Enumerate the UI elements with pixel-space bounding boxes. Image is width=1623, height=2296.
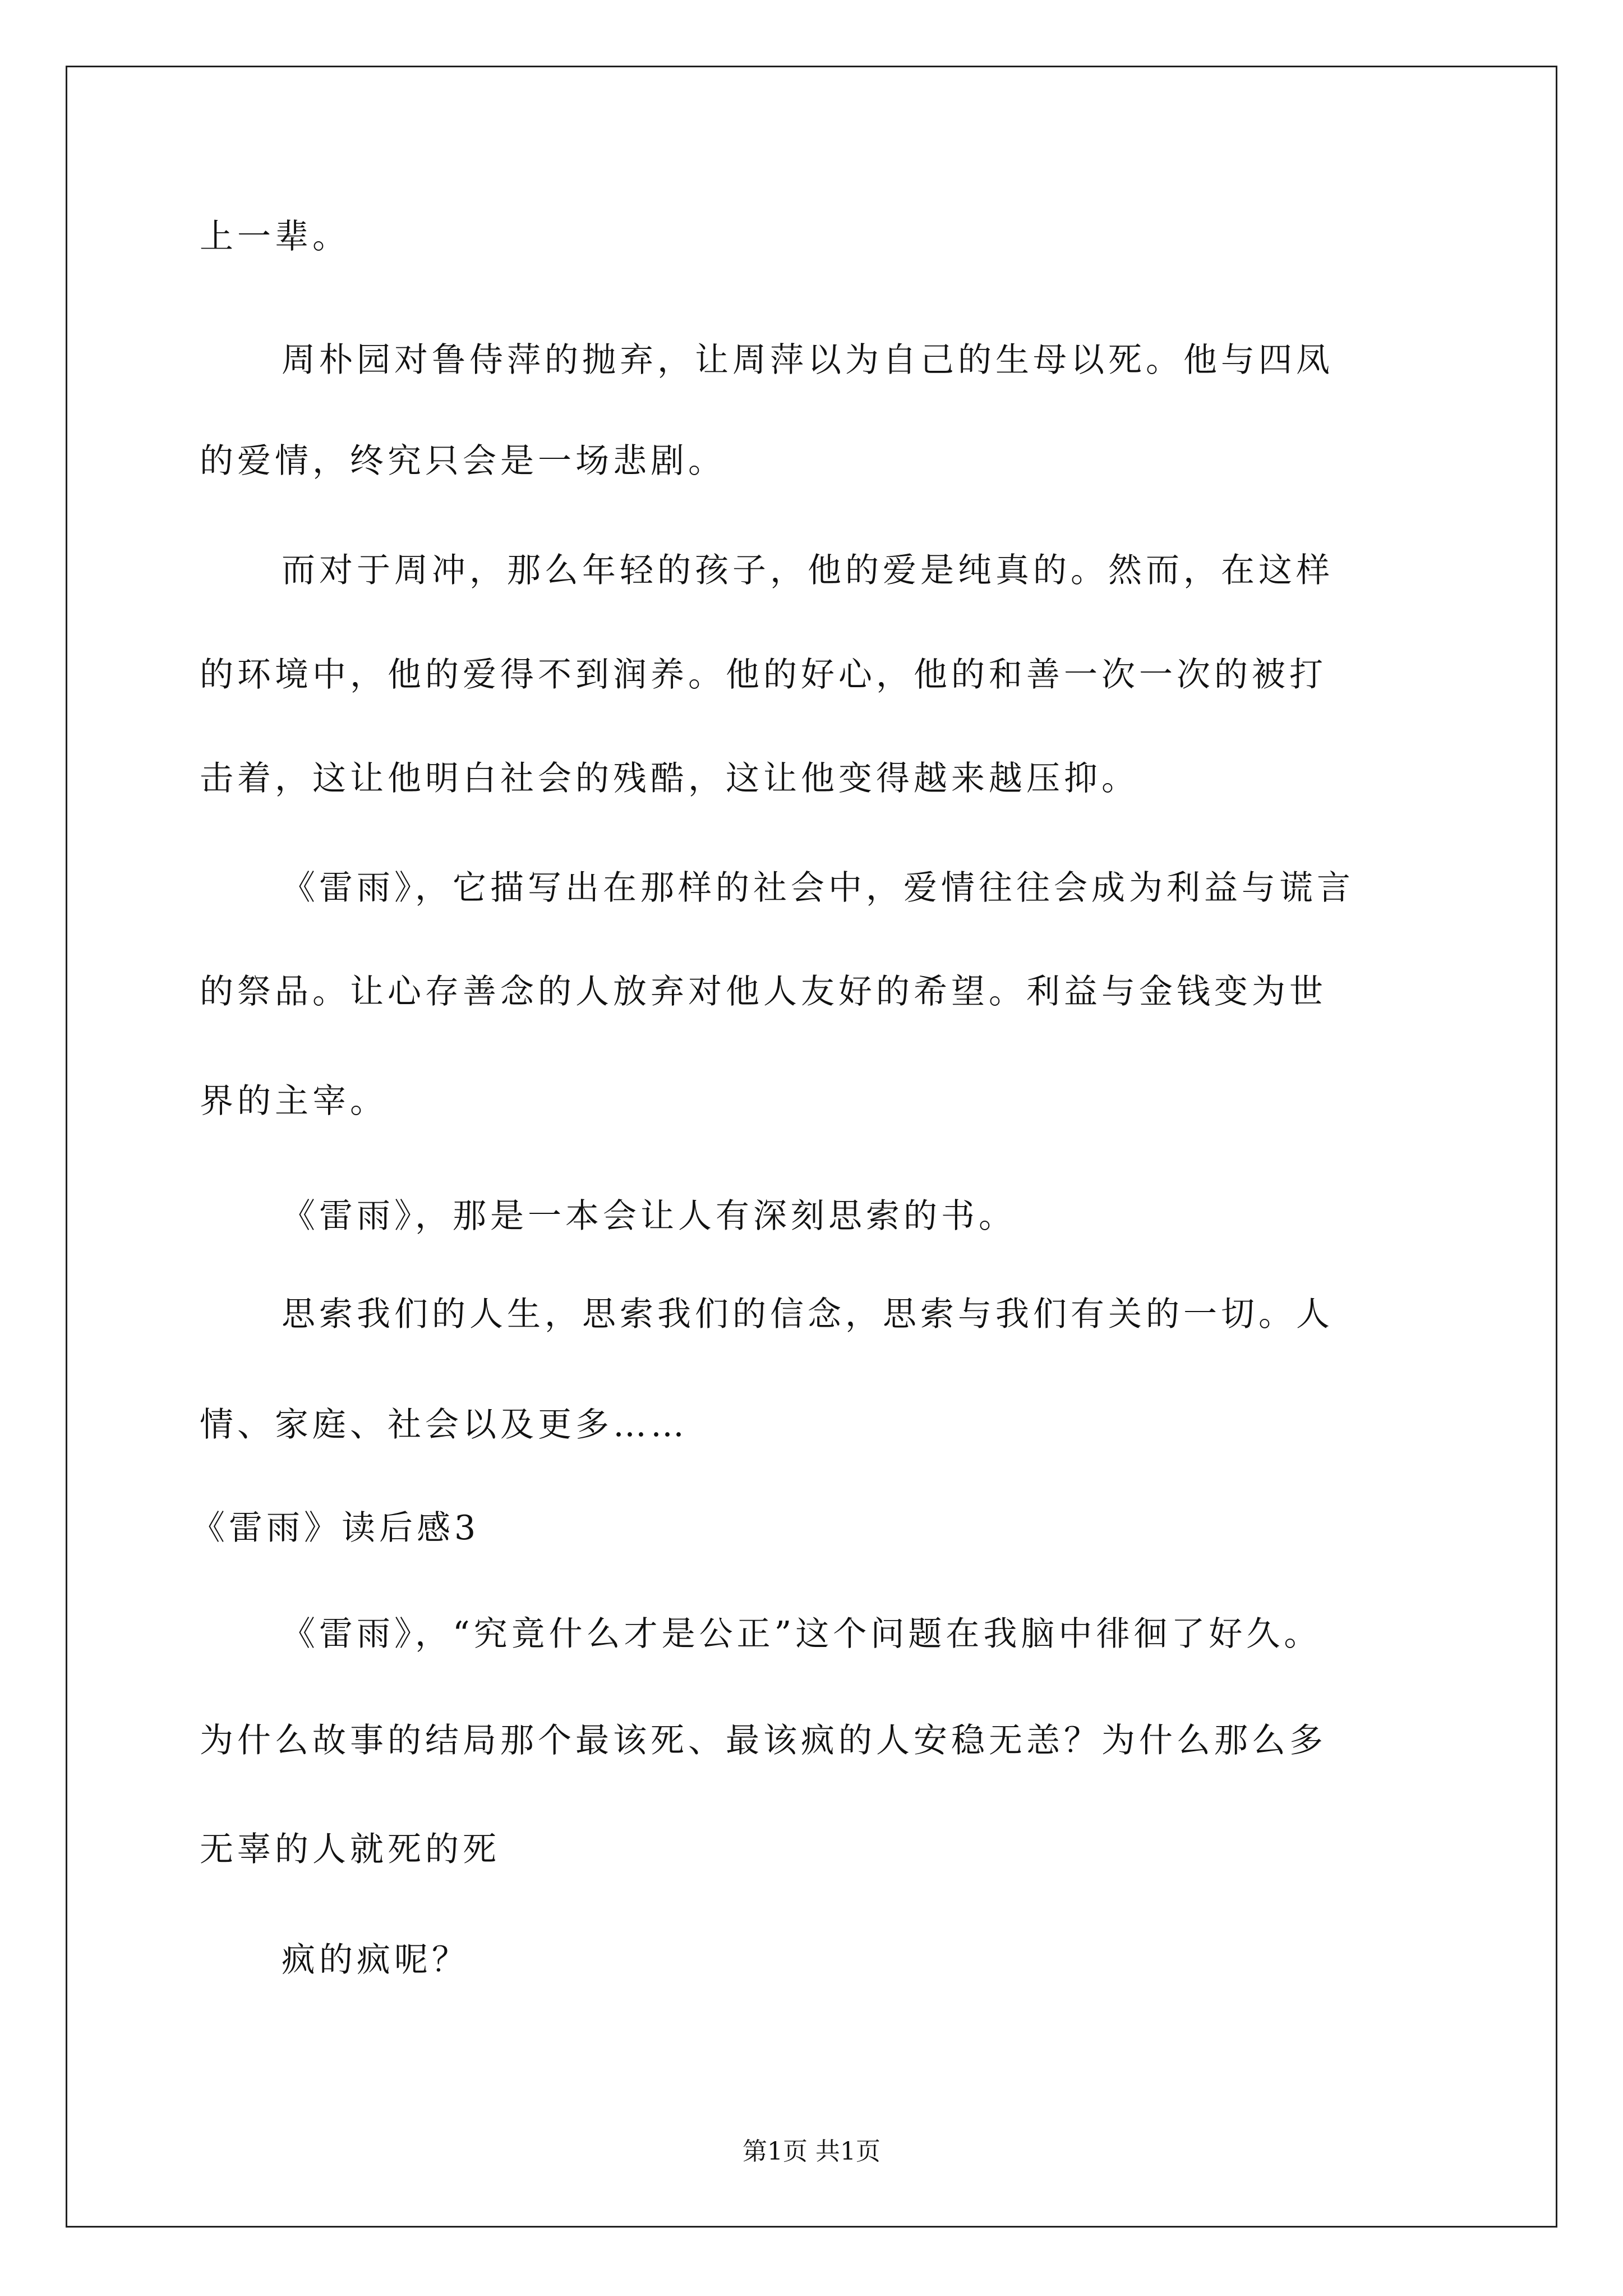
paragraph-line: 《雷雨》，“究竟什么才是公正”这个问题在我脑中徘徊了好久。 <box>282 1614 1322 1654</box>
paragraph-line: 无辜的人就死的死 <box>200 1830 500 1869</box>
page-number-footer: 第1页 共1页 <box>743 2137 880 2166</box>
paragraph-line: 《雷雨》，那是一本会让人有深刻思索的书。 <box>282 1197 1016 1236</box>
paragraph-line: 而对于周冲，那么年轻的孩子，他的爱是纯真的。然而，在这样 <box>282 551 1334 590</box>
paragraph-line: 情、家庭、社会以及更多…… <box>200 1405 688 1444</box>
paragraph-line: 上一辈。 <box>200 217 350 256</box>
paragraph-line: 击着，这让他明白社会的残酷，这让他变得越来越压抑。 <box>200 759 1139 798</box>
paragraph-line: 周朴园对鲁侍萍的抛弃，让周萍以为自己的生母以死。他与四凤 <box>282 341 1334 380</box>
paragraph-line: 《雷雨》，它描写出在那样的社会中，爱情往往会成为利益与谎言 <box>282 868 1354 908</box>
section-heading: 《雷雨》读后感3 <box>191 1508 480 1548</box>
page-border <box>66 66 1557 2228</box>
paragraph-line: 思索我们的人生，思索我们的信念，思索与我们有关的一切。人 <box>282 1295 1334 1334</box>
paragraph-line: 疯的疯呢？ <box>282 1940 469 1980</box>
paragraph-line: 的祭品。让心存善念的人放弃对他人友好的希望。利益与金钱变为世 <box>200 972 1327 1011</box>
paragraph-line: 为什么故事的结局那个最该死、最该疯的人安稳无恙？为什么那么多 <box>200 1721 1327 1760</box>
paragraph-line: 的爱情，终究只会是一场悲剧。 <box>200 441 726 481</box>
paragraph-line: 的环境中，他的爱得不到润养。他的好心，他的和善一次一次的被打 <box>200 655 1327 694</box>
paragraph-line: 界的主宰。 <box>200 1082 388 1121</box>
